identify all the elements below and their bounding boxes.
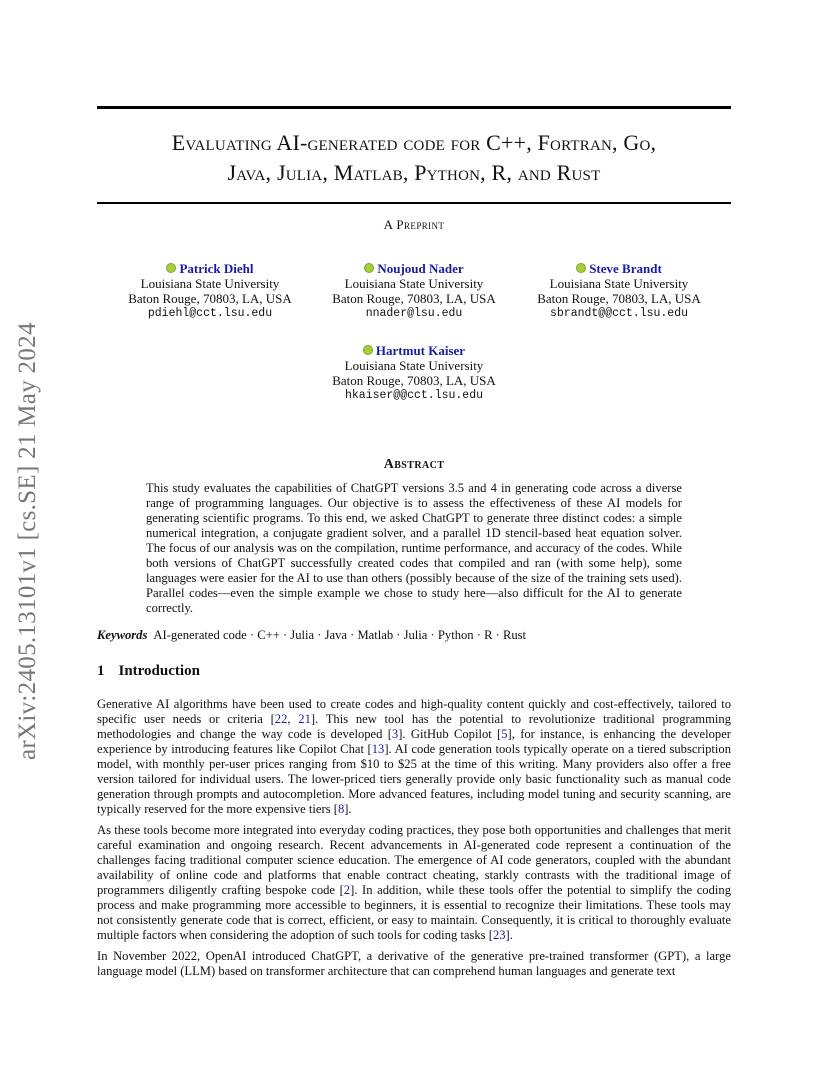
orcid-icon[interactable]: [364, 263, 374, 273]
orcid-icon[interactable]: [363, 345, 373, 355]
author-affiliation: Louisiana State University: [344, 358, 484, 373]
author-block-2: [314, 261, 514, 321]
author-affiliation: Louisiana State University: [344, 276, 484, 291]
author-affiliation: Louisiana State University: [549, 276, 689, 291]
author-block-3: [519, 261, 719, 321]
orcid-icon[interactable]: [576, 263, 586, 273]
citation-link[interactable]: 2: [343, 883, 351, 897]
section-heading: [97, 663, 200, 680]
author-address: Baton Rouge, 70803, LA, USA: [128, 291, 292, 306]
abstract-heading: Abstract: [383, 457, 445, 472]
citation-link[interactable]: 3: [391, 727, 399, 741]
author-email[interactable]: pdiehl@cct.lsu.edu: [147, 307, 273, 320]
author-email[interactable]: sbrandt@@cct.lsu.edu: [549, 307, 689, 320]
author-name-link[interactable]: Noujoud Nader: [314, 261, 514, 276]
author-address: Baton Rouge, 70803, LA, USA: [332, 373, 496, 388]
citation-link[interactable]: 21: [298, 712, 311, 726]
paragraph-3: In November 2022, OpenAI introduced ChatGPT, a derivative of the generative pre-trained transformer (GPT), a large language model (LLM) based on transformer architecture that can comprehend human languages and generate text: [97, 949, 731, 978]
title-bottom-rule: [97, 202, 731, 204]
keywords-label: Keywords: [97, 628, 148, 642]
title-line-2: Java, Julia, Matlab, Python, R, and Rust: [227, 160, 601, 185]
title-top-rule: [97, 106, 731, 109]
author-name-link[interactable]: Steve Brandt: [519, 261, 719, 276]
citation-link[interactable]: 13: [371, 742, 385, 756]
author-address: Baton Rouge, 70803, LA, USA: [332, 291, 496, 306]
author-email[interactable]: hkaiser@@cct.lsu.edu: [344, 389, 484, 402]
abstract-text: This study evaluates the capabilities of ChatGPT versions 3.5 and 4 in generating code across a diverse range of programming languages. Our objective is to assess the effectiveness of these AI models for generating scientific programs. To this end, we asked ChatGPT to generate three distinct codes: a simple numerical integration, a conjugate gradient solver, and a parallel 1D stencil-based heat equation solver. The focus of our analysis was on the compilation, runtime performance, and accuracy of the codes. While both versions of ChatGPT successfully created codes that compiled and ran (with some help), some languages were easier for the AI to use than others (possibly because of the size of the training sets used). Parallel codes—even the simple example we chose to study here—also difficult for the AI to generate correctly.: [146, 481, 682, 615]
paper-title: [97, 128, 731, 188]
author-address: Baton Rouge, 70803, LA, USA: [537, 291, 701, 306]
keywords: [97, 628, 731, 643]
author-name-link[interactable]: Hartmut Kaiser: [314, 343, 514, 358]
section-number: 1: [97, 663, 105, 679]
title-line-1: Evaluating AI-generated code for C++, Fortran, Go,: [171, 130, 657, 155]
author-name-link[interactable]: Patrick Diehl: [110, 261, 310, 276]
section-title: Introduction: [118, 663, 200, 679]
preprint-label: A Preprint: [383, 217, 445, 232]
author-block-1: [110, 261, 310, 321]
keywords-list: AI-generated code · C++ · Julia · Java · Matlab · Julia · Python · R · Rust: [153, 628, 527, 642]
arxiv-identifier: arXiv:2405.13101v1 [cs.SE] 21 May 2024: [14, 322, 41, 760]
paragraph-1: Generative AI algorithms have been used to create codes and high-quality content quickly and cost-effectively, tailored to specific user needs or criteria [22, 21]. This new tool has the potential to revolutionize traditional programming methodologies and change the way code is developed [3]. GitHub Copilot [5], for instance, is enhancing the developer experience by introducing features like Copilot Chat [13]. AI code generation tools typically operate on a tiered subscription model, with monthly per-user prices ranging from $10 to $25 at the time of this writing. Many providers also offer a free version tailored for individual users. The lower-priced tiers generally provide only basic functionality such as manual code generation through prompts and autocompletion. More advanced features, including model tuning and security scanning, are typically reserved for the more expensive tiers [8].: [97, 697, 732, 816]
citation-link[interactable]: 8: [337, 802, 345, 816]
citation-link[interactable]: 22: [274, 712, 288, 726]
author-affiliation: Louisiana State University: [140, 276, 280, 291]
citation-link[interactable]: 23: [492, 928, 506, 942]
author-email[interactable]: nnader@lsu.edu: [365, 307, 463, 320]
paragraph-2: As these tools become more integrated into everyday coding practices, they pose both opportunities and challenges that merit careful examination and ongoing research. Recent advancements in AI-generated code represent a continuation of the challenges facing traditional computer science education. The emergence of AI code generators, coupled with the abundant availability of online code and platforms that enable contract cheating, starkly contrasts with the traditional image of programmers diligently crafting bespoke code [2]. In addition, while these tools offer the potential to simplify the coding process and make programming more accessible to beginners, it is essential to recognize their limitations. These tools may not consistently generate code that is correct, efficient, or easy to maintain. Consequently, it is critical to thoroughly evaluate multiple factors when considering the adoption of such tools for coding tasks [23].: [97, 823, 731, 942]
orcid-icon[interactable]: [166, 263, 176, 273]
author-block-4: [314, 343, 514, 403]
citation-link[interactable]: 5: [501, 727, 508, 741]
